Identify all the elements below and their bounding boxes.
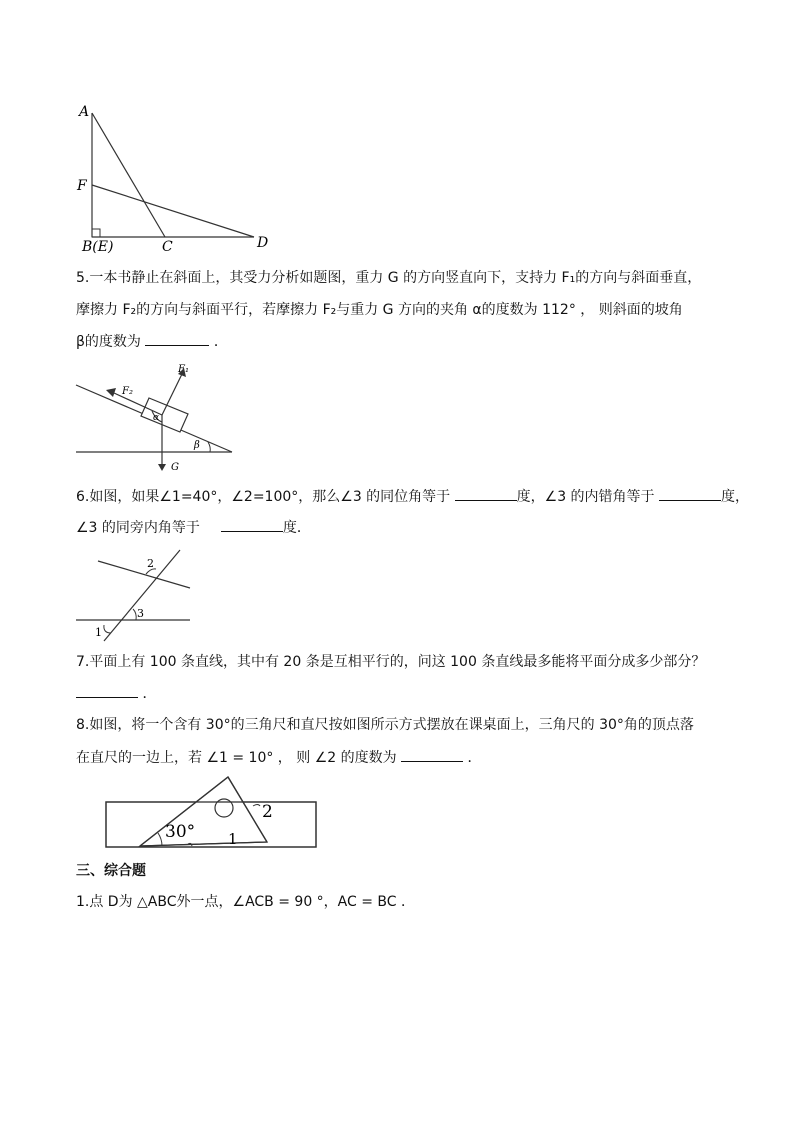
label-f2: F₂: [122, 386, 133, 397]
q6-text-d: ∠3 的同旁内角等于: [76, 520, 200, 536]
label-d: D: [257, 235, 269, 251]
label-angle-2: 2: [262, 802, 273, 822]
q8-line-1: 8.如图，将一个含有 30°的三角尺和直尺按如图所示方式摆放在课桌面上，三角尺的 30°角的顶点落: [76, 717, 694, 733]
label-f: F: [77, 178, 87, 194]
q8-line-2-prefix: 在直尺的一边上，若 ∠1 = 10° ， 则 ∠2 的度数为: [76, 750, 397, 766]
q6-text-e: 度．: [282, 520, 311, 536]
q7-line-2-suffix: ．: [142, 686, 157, 702]
label-angle-3: 3: [137, 607, 144, 620]
label-c: C: [162, 239, 173, 255]
label-angle-1: 1: [95, 626, 102, 639]
q5-line-2: 摩擦力 F₂的方向与斜面平行，若摩擦力 F₂与重力 G 方向的夹角 α的度数为 112° ， 则斜面的坡角: [76, 302, 683, 318]
q8-line-2: [76, 747, 482, 768]
q5-line-3-prefix: β的度数为: [76, 334, 141, 350]
label-b-e: B(E): [82, 239, 114, 255]
transversal-angles-figure: [70, 545, 200, 645]
section-heading: 三、综合题: [76, 863, 146, 879]
triangle-figure-abcdf: [70, 100, 280, 255]
q6-answer-blank-3[interactable]: [221, 517, 283, 532]
label-angle-30: 30°: [165, 822, 196, 842]
q6-text-c: 度，: [721, 489, 750, 505]
q8-answer-blank[interactable]: [401, 747, 463, 762]
label-angle-1: 1: [228, 830, 238, 848]
q5-line-3: [76, 331, 228, 352]
q7-line-2: [76, 683, 156, 704]
label-a: A: [79, 104, 90, 120]
s3-q1-line-1: 1.点 D为 △ABC外一点，∠ACB = 90 °，AC = BC ．: [76, 894, 415, 910]
q5-line-3-suffix: ．: [213, 334, 228, 350]
q7-answer-blank[interactable]: [76, 683, 138, 698]
label-alpha: α: [153, 413, 160, 423]
q5-line-1: 5.一本书静止在斜面上，其受力分析如题图，重力 G 的方向竖直向下，支持力 F₁的方向与斜面垂直，: [76, 270, 702, 286]
label-g: G: [171, 462, 179, 473]
label-angle-2: 2: [147, 557, 154, 570]
q8-line-2-suffix: ．: [467, 750, 482, 766]
label-beta: β: [194, 440, 200, 451]
q6-text-b: 度，∠3 的内错角等于: [516, 489, 655, 505]
q6-text-a: 6.如图，如果∠1=40°，∠2=100°，那么∠3 的同位角等于: [76, 489, 451, 505]
q6-answer-blank-1[interactable]: [455, 486, 517, 501]
q5-answer-blank[interactable]: [145, 331, 209, 346]
q6-line-2: [76, 517, 311, 538]
q6-answer-blank-2[interactable]: [659, 486, 721, 501]
incline-force-diagram: [70, 360, 240, 475]
label-f1: F₁: [178, 364, 189, 375]
q6-line-1: [76, 486, 749, 507]
ruler-set-square-figure: [100, 772, 325, 850]
q7-line-1: 7.平面上有 100 条直线，其中有 20 条是互相平行的，问这 100 条直线最多能将平面分成多少部分？: [76, 654, 706, 670]
